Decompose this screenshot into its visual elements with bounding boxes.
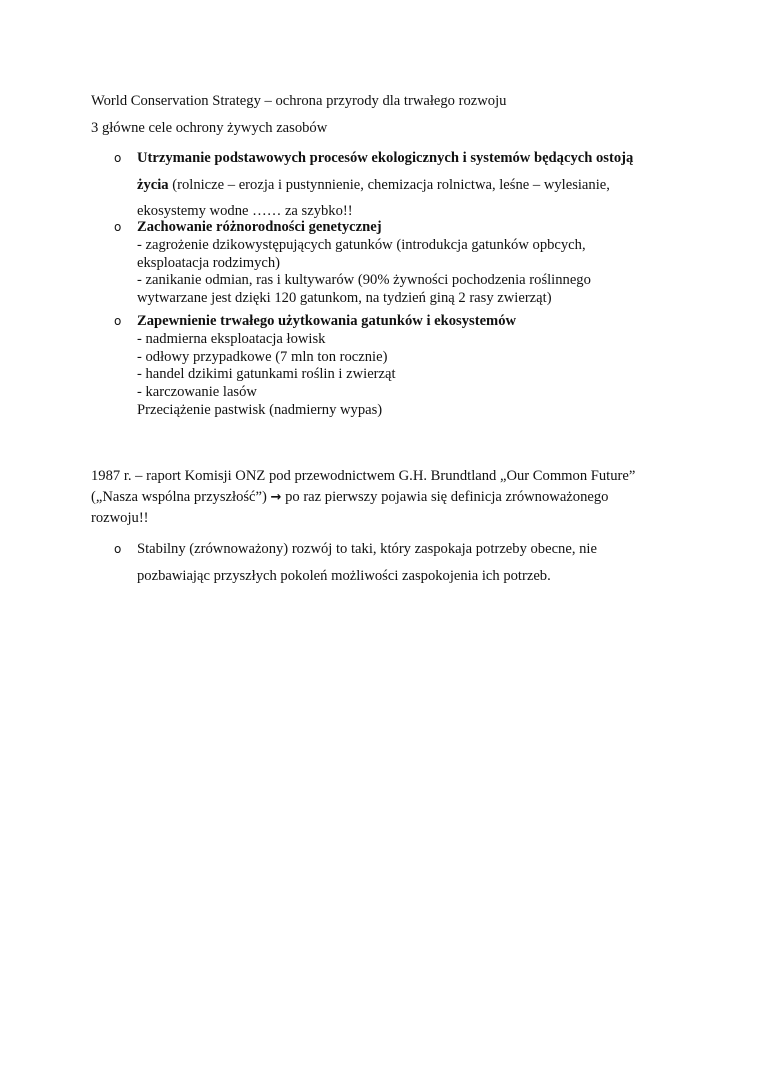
report-line-2a: („Nasza wspólna przyszłość”) — [91, 488, 271, 505]
document-heading: World Conservation Strategy – ochrona przyrody dla trwałego rozwoju — [91, 93, 507, 109]
bullet-circle-icon: o — [114, 314, 122, 328]
definition-line-1: Stabilny (zrównoważony) rozwój to taki, który zaspokaja potrzeby obecne, nie — [137, 541, 597, 557]
goal-2-line: - zanikanie odmian, ras i kultywarów (90% żywności pochodzenia roślinnego — [137, 272, 591, 289]
goal-3-line: - odłowy przypadkowe (7 mln ton rocznie) — [137, 348, 388, 365]
definition-line-2: pozbawiając przyszłych pokoleń możliwości zaspokojenia ich potrzeb. — [137, 567, 551, 584]
goals-intro: 3 główne cele ochrony żywych zasobów — [91, 120, 328, 136]
goal-1-description-cont: ekosystemy wodne …… za szybko!! — [137, 203, 353, 219]
goal-1-title-line — [137, 145, 681, 172]
goal-2-line: - zagrożenie dzikowystępujących gatunków (introdukcja gatunków opbcych, — [137, 236, 586, 253]
definition-list-item — [91, 536, 681, 589]
goal-2-line: eksploatacja rodzimych) — [137, 254, 281, 271]
goal-1-second-line — [137, 172, 681, 199]
goal-2-line: wytwarzane jest dzięki 120 gatunkom, na tydzień giną 2 rasy zwierząt) — [137, 290, 552, 307]
bullet-circle-icon: o — [114, 542, 122, 556]
goal-3-line: - nadmierna eksploatacja łowisk — [137, 330, 326, 347]
bullet-circle-icon: o — [114, 151, 122, 165]
goal-3-line: Przeciążenie pastwisk (nadmierny wypas) — [137, 401, 383, 418]
goal-1-title-end: życia — [137, 176, 169, 193]
goal-2-title: Zachowanie różnorodności genetycznej — [137, 219, 382, 235]
bullet-circle-icon: o — [114, 220, 122, 234]
report-paragraph — [91, 466, 681, 529]
goal-3-line: - karczowanie lasów — [137, 384, 257, 401]
goal-list-item-2 — [91, 219, 681, 308]
arrow-right-icon: → — [270, 489, 282, 505]
goal-3-title: Zapewnienie trwałego użytkowania gatunków i ekosystemów — [137, 313, 517, 329]
report-line-2b: po raz pierwszy pojawia się definicja zrównoważonego — [281, 488, 609, 505]
goal-3-line: - handel dzikimi gatunkami roślin i zwierząt — [137, 366, 396, 383]
goal-list-item-3 — [91, 313, 681, 420]
goal-list-item-1 — [91, 145, 681, 225]
report-line-3: rozwoju!! — [91, 510, 149, 526]
report-line-1: 1987 r. – raport Komisji ONZ pod przewodnictwem G.H. Brundtland „Our Common Future” — [91, 468, 636, 484]
goal-1-title: Utrzymanie podstawowych procesów ekologicznych i systemów będących ostoją — [137, 150, 634, 166]
goal-1-description: (rolnicze – erozja i pustynnienie, chemizacja rolnictwa, leśne – wylesianie, — [168, 176, 610, 193]
